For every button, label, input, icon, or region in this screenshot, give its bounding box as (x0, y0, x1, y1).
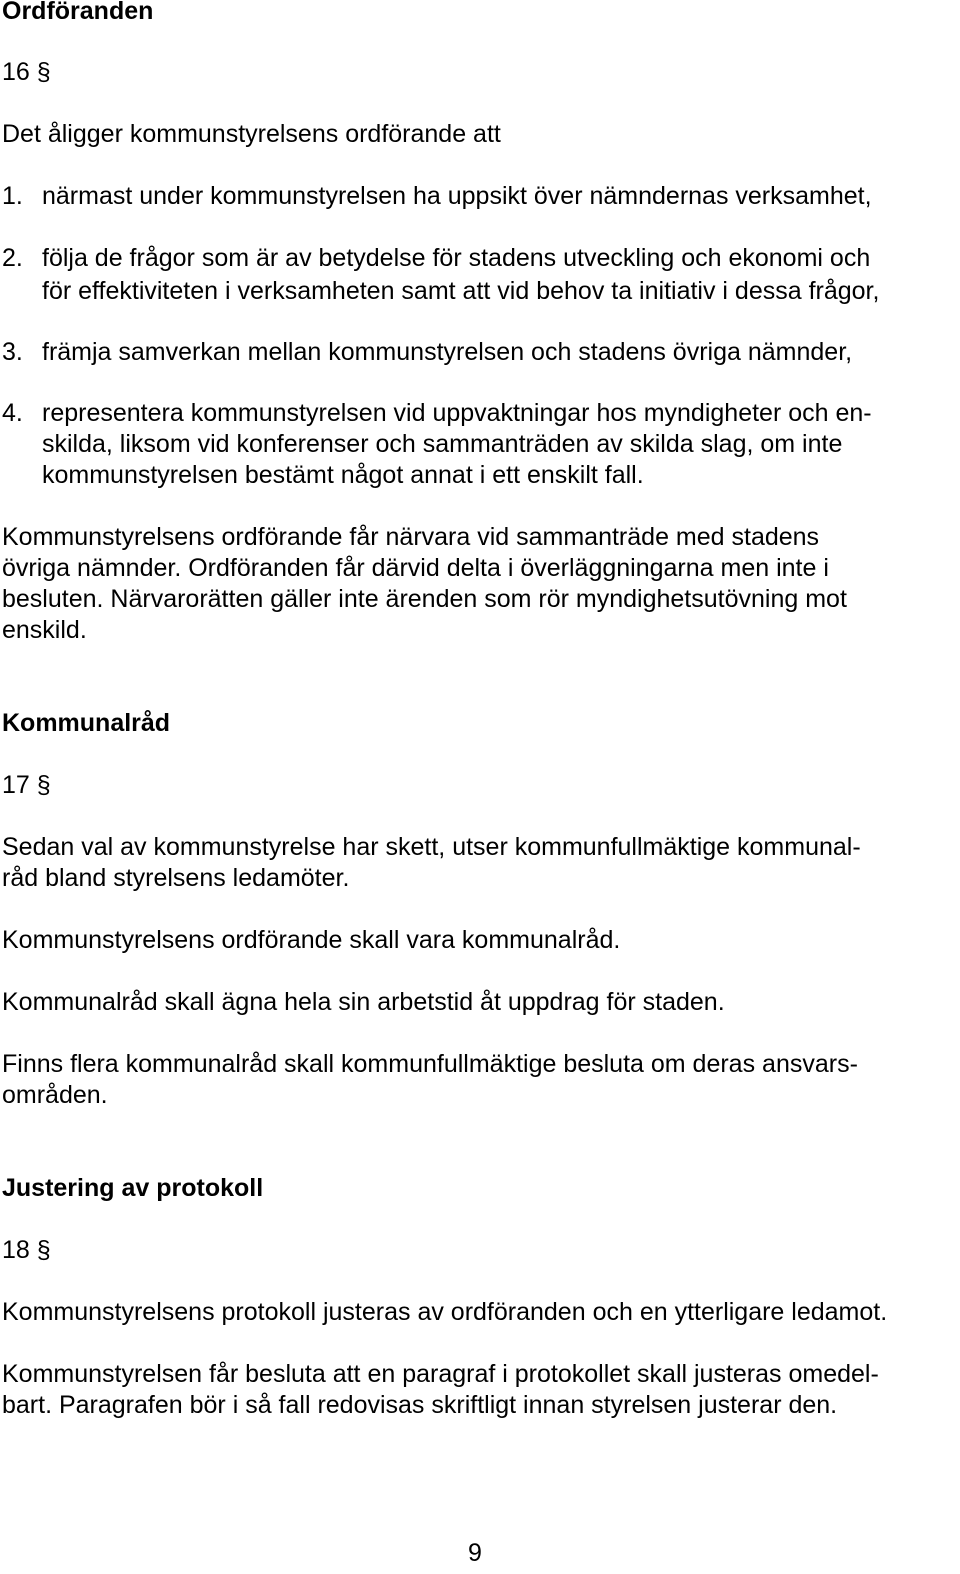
list-item-number: 1. (2, 182, 23, 210)
body-line: övriga nämnder. Ordföranden får därvid delta i överläggningarna men inte i (2, 554, 829, 582)
list-item-line: för effektiviteten i verksamheten samt att vid behov ta initiativ i dessa frågor, (42, 277, 880, 305)
intro-text: Det åligger kommunstyrelsens ordförande att (2, 120, 501, 148)
paragraph-number-18: 18 § (2, 1236, 51, 1264)
list-item-line: representera kommunstyrelsen vid uppvaktningar hos myndigheter och en- (42, 399, 872, 427)
paragraph-number-17: 17 § (2, 771, 51, 799)
body-line: Finns flera kommunalråd skall kommunfullmäktige besluta om deras ansvars- (2, 1050, 858, 1078)
list-item-line: skilda, liksom vid konferenser och sammanträden av skilda slag, om inte (42, 430, 843, 458)
section-heading-justering: Justering av protokoll (2, 1174, 264, 1202)
body-line: Kommunstyrelsens protokoll justeras av ordföranden och en ytterligare ledamot. (2, 1298, 888, 1326)
body-line: Kommunstyrelsens ordförande får närvara vid sammanträde med stadens (2, 523, 820, 551)
body-line: besluten. Närvarorätten gäller inte ärenden som rör myndighetsutövning mot (2, 585, 847, 613)
body-line: Kommunstyrelsen får besluta att en paragraf i protokollet skall justeras omedel- (2, 1360, 879, 1388)
list-item-number: 3. (2, 338, 23, 366)
body-line: bart. Paragrafen bör i så fall redovisas skriftligt innan styrelsen justerar den. (2, 1391, 838, 1419)
body-line: enskild. (2, 616, 87, 644)
body-line: Kommunstyrelsens ordförande skall vara kommunalråd. (2, 926, 621, 954)
body-line: Kommunalråd skall ägna hela sin arbetstid åt uppdrag för staden. (2, 988, 725, 1016)
section-heading-kommunalrad: Kommunalråd (2, 709, 171, 737)
list-item-line: främja samverkan mellan kommunstyrelsen och stadens övriga nämnder, (42, 338, 853, 366)
list-item-line: närmast under kommunstyrelsen ha uppsikt över nämndernas verksamhet, (42, 182, 872, 210)
list-item-number: 4. (2, 399, 23, 427)
body-line: Sedan val av kommunstyrelse har skett, utser kommunfullmäktige kommunal- (2, 833, 861, 861)
body-line: områden. (2, 1081, 108, 1109)
paragraph-number-16: 16 § (2, 58, 51, 86)
list-item-line: kommunstyrelsen bestämt något annat i ett enskilt fall. (42, 461, 644, 489)
list-item-number: 2. (2, 244, 23, 272)
list-item-line: följa de frågor som är av betydelse för stadens utveckling och ekonomi och (42, 244, 871, 272)
body-line: råd bland styrelsens ledamöter. (2, 864, 350, 892)
section-heading-ordforanden: Ordföranden (2, 0, 154, 25)
page-number: 9 (468, 1539, 482, 1567)
